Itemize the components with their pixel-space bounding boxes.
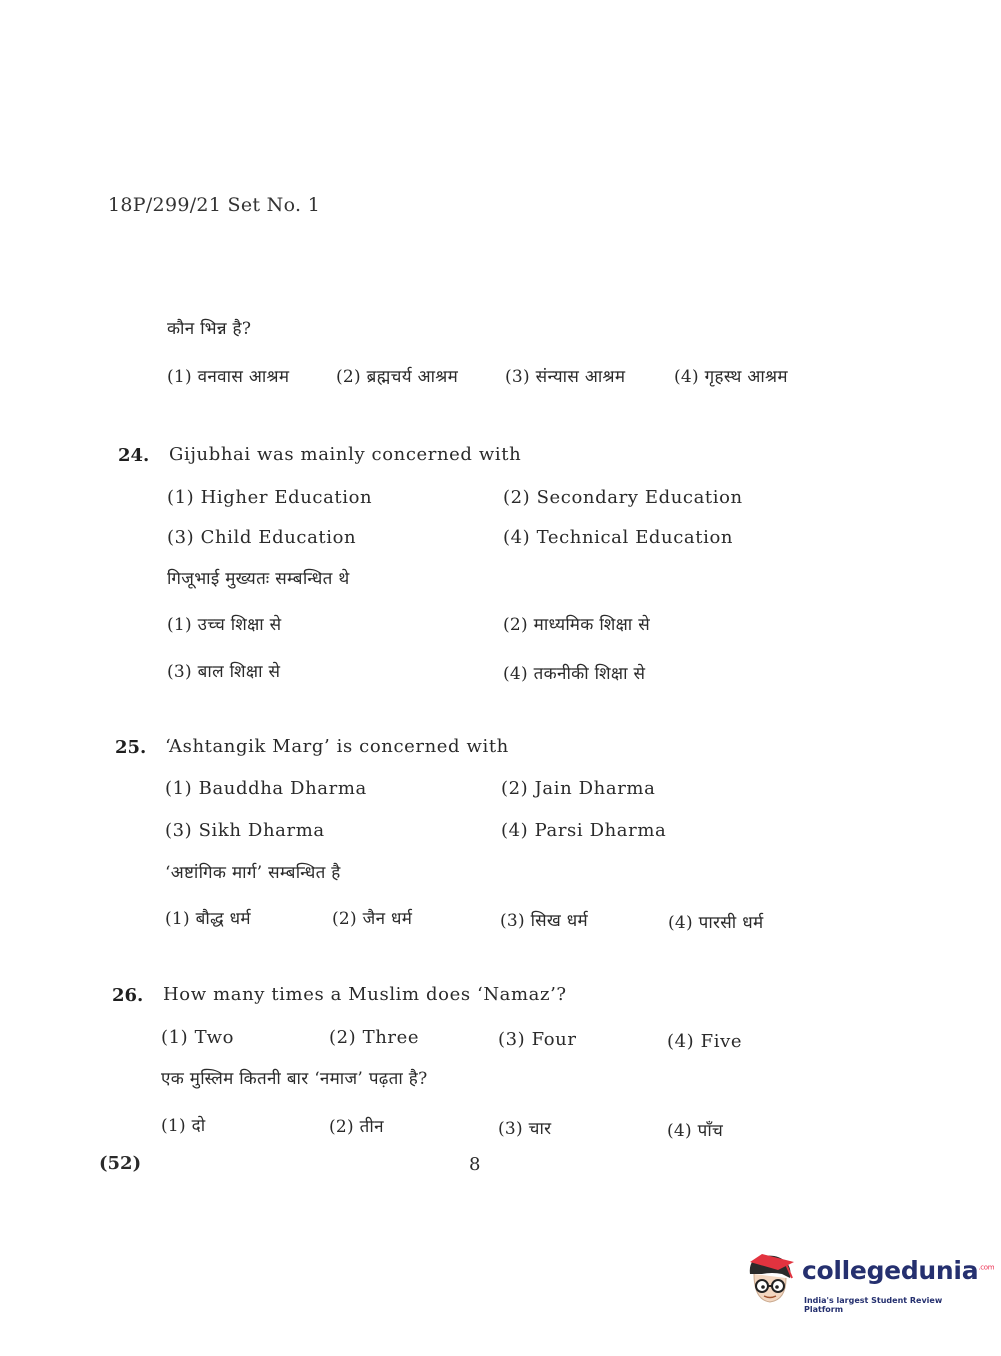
q24-question: Gijubhai was mainly concerned with xyxy=(169,444,522,465)
q24-hindi-option-4: (4) तकनीकी शिक्षा से xyxy=(503,664,646,684)
q26-hindi-question: एक मुस्लिम कितनी बार ‘नमाज’ पढ़ता है? xyxy=(161,1069,428,1089)
q25-hindi-option-1: (1) बौद्ध धर्म xyxy=(165,909,251,929)
collegedunia-tagline: India's largest Student Review Platform xyxy=(804,1296,943,1314)
q25-option-1: (1) Bauddha Dharma xyxy=(165,778,367,799)
q24-hindi-option-2: (2) माध्यमिक शिक्षा से xyxy=(503,615,650,635)
collegedunia-watermark xyxy=(742,1248,995,1318)
q24-option-1: (1) Higher Education xyxy=(167,487,373,508)
q23-hindi-option-4: (4) गृहस्थ आश्रम xyxy=(674,367,788,387)
q26-option-1: (1) Two xyxy=(161,1027,235,1048)
paper-code: 18P/299/21 Set No. 1 xyxy=(108,194,321,216)
collegedunia-domain: .com xyxy=(978,1263,995,1272)
q23-hindi-option-2: (2) ब्रह्मचर्य आश्रम xyxy=(336,367,459,387)
q24-number: 24. xyxy=(118,445,150,466)
q26-hindi-option-3: (3) चार xyxy=(498,1119,552,1139)
q25-hindi-option-4: (4) पारसी धर्म xyxy=(668,913,764,933)
q24-option-2: (2) Secondary Education xyxy=(503,487,743,508)
q23-hindi-option-1: (1) वनवास आश्रम xyxy=(167,367,290,387)
q26-number: 26. xyxy=(112,985,144,1006)
q25-option-3: (3) Sikh Dharma xyxy=(165,820,325,841)
q26-hindi-option-1: (1) दो xyxy=(161,1116,206,1136)
q23-hindi-option-3: (3) संन्यास आश्रम xyxy=(505,367,626,387)
q24-option-3: (3) Child Education xyxy=(167,527,357,548)
footer-code: (52) xyxy=(99,1153,142,1174)
q26-hindi-option-4: (4) पाँच xyxy=(667,1121,724,1141)
q25-question: ‘Ashtangik Marg’ is concerned with xyxy=(165,736,509,757)
q25-hindi-option-3: (3) सिख धर्म xyxy=(500,911,589,931)
q26-hindi-option-2: (2) तीन xyxy=(329,1117,384,1137)
q26-option-2: (2) Three xyxy=(329,1027,420,1048)
q26-option-4: (4) Five xyxy=(667,1031,743,1052)
q24-hindi-option-3: (3) बाल शिक्षा से xyxy=(167,662,281,682)
q26-question: How many times a Muslim does ‘Namaz’? xyxy=(163,984,567,1005)
q24-hindi-question: गिजूभाई मुख्यतः सम्बन्धित थे xyxy=(167,569,350,589)
q25-hindi-question: ‘अष्टांगिक मार्ग’ सम्बन्धित है xyxy=(165,863,341,883)
q24-hindi-option-1: (1) उच्च शिक्षा से xyxy=(167,615,282,635)
q25-option-4: (4) Parsi Dharma xyxy=(501,820,667,841)
q25-option-2: (2) Jain Dharma xyxy=(501,778,656,799)
q25-number: 25. xyxy=(115,737,147,758)
q23-hindi-question: कौन भिन्न है? xyxy=(167,319,252,339)
q25-hindi-option-2: (2) जैन धर्म xyxy=(332,909,413,929)
q24-option-4: (4) Technical Education xyxy=(503,527,734,548)
mascot-icon xyxy=(742,1248,800,1310)
q26-option-3: (3) Four xyxy=(498,1029,577,1050)
collegedunia-brand: collegedunia$^{.com}$ xyxy=(802,1256,995,1285)
page-number: 8 xyxy=(469,1154,481,1175)
